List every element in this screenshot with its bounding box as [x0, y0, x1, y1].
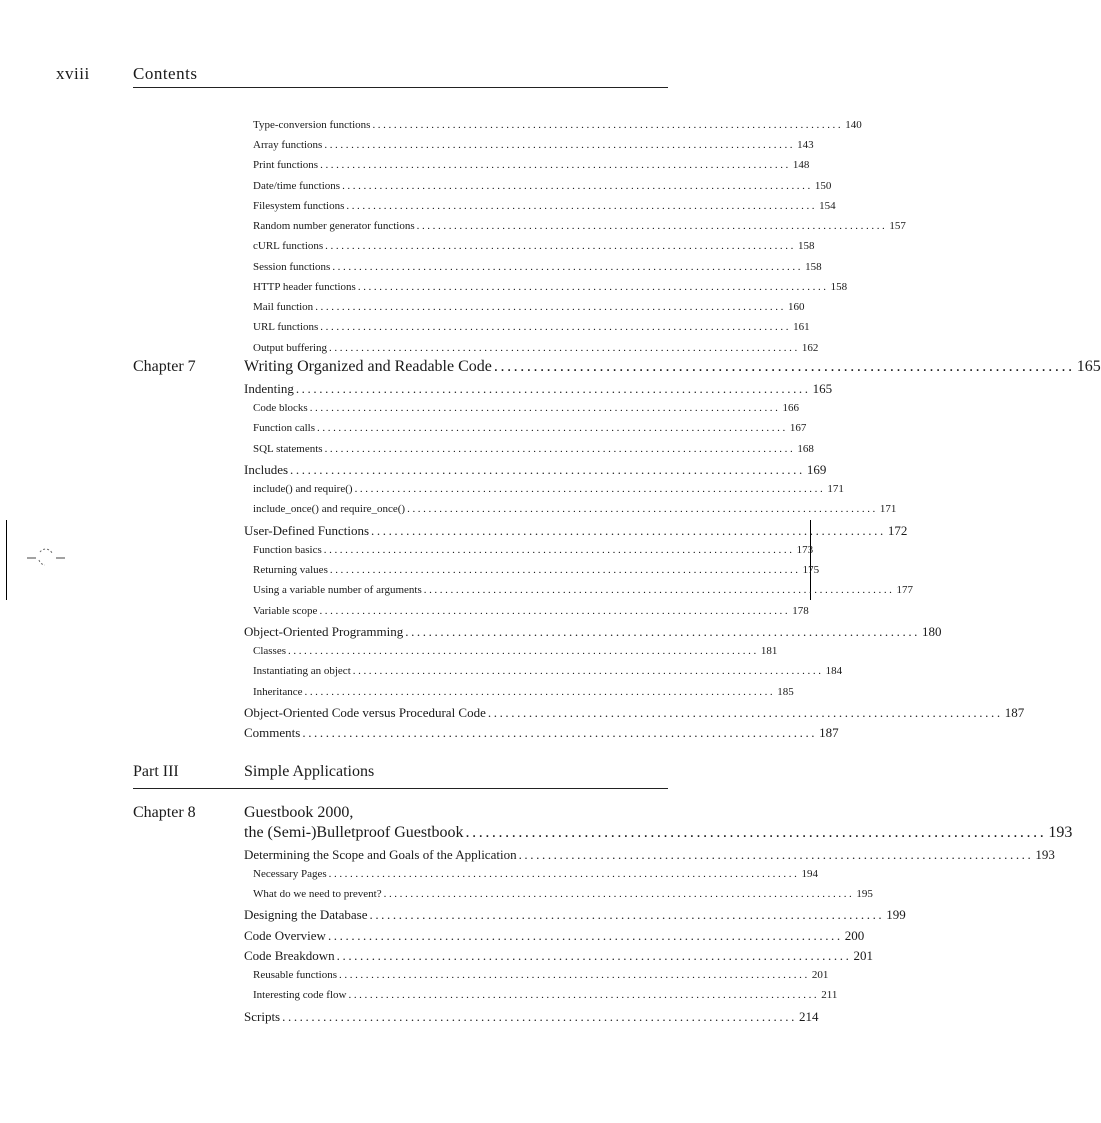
- toc-entry-page: 158: [805, 261, 822, 273]
- toc-entry[interactable]: URL functions ........................................................................................ 161: [253, 321, 810, 333]
- toc-entry-page: 161: [793, 321, 810, 333]
- toc-entry[interactable]: Using a variable number of arguments ........................................................................................ 177: [253, 584, 914, 596]
- toc-entry-title: Print functions: [253, 159, 319, 171]
- toc-entry-page: 193: [1048, 824, 1073, 841]
- toc-entry-page: 178: [792, 605, 809, 617]
- toc-entry-title: Random number generator functions: [253, 220, 415, 232]
- toc-entry-page: 165: [812, 381, 833, 396]
- toc-entry-title: HTTP header functions: [253, 281, 356, 293]
- toc-entry-title: Comments: [244, 725, 301, 740]
- toc-entry-page: 193: [1035, 847, 1055, 862]
- toc-entry-title: Designing the Database: [244, 907, 368, 922]
- toc-entry-title: Function basics: [253, 544, 322, 556]
- toc-entry[interactable]: Variable scope ........................................................................................ 178: [253, 605, 809, 617]
- toc-entry[interactable]: Instantiating an object ........................................................................................ 184: [253, 665, 843, 677]
- toc-entry-page: 165: [1076, 358, 1101, 375]
- toc-entry[interactable]: Code Breakdown ........................................................................................ 201: [244, 948, 873, 963]
- toc-entry[interactable]: SQL statements ........................................................................................ 168: [253, 443, 814, 455]
- toc-entry[interactable]: Array functions ........................................................................................ 143: [253, 139, 814, 151]
- header-rule: [133, 87, 668, 88]
- toc-entry[interactable]: Output buffering ........................................................................................ 162: [253, 342, 819, 354]
- toc-entry-page: 154: [819, 200, 836, 212]
- toc-entry-page: 194: [801, 868, 818, 880]
- toc-entry-title: Interesting code flow: [253, 989, 347, 1001]
- toc-entry-page: 168: [797, 443, 814, 455]
- chapter-8-title-line1: Guestbook 2000,: [244, 804, 354, 821]
- toc-entry-page: 150: [814, 180, 832, 192]
- toc-entry-page: 171: [827, 483, 844, 495]
- toc-entry-page: 157: [889, 220, 906, 232]
- toc-entry-title: URL functions: [253, 321, 319, 333]
- toc-entry[interactable]: Interesting code flow ........................................................................................ 211: [253, 989, 838, 1001]
- toc-entry[interactable]: include_once() and require_once() ........................................................................................ 171: [253, 503, 897, 515]
- toc-entry-title: include() and require(): [253, 483, 353, 495]
- part-3-title: Simple Applications: [244, 763, 375, 780]
- toc-entry-title: Necessary Pages: [253, 868, 327, 880]
- toc-entry-title: Code Overview: [244, 928, 326, 943]
- toc-entry-page: 143: [797, 139, 814, 151]
- toc-entry[interactable]: Indenting ........................................................................................ 165: [244, 381, 833, 396]
- registration-mark-icon: [27, 545, 65, 571]
- toc-entry[interactable]: Scripts ........................................................................................ 214: [244, 1009, 819, 1024]
- toc-entry-title: Scripts: [244, 1009, 281, 1024]
- toc-entry-page: 167: [789, 422, 807, 434]
- toc-entry-title: Code Breakdown: [244, 948, 335, 963]
- toc-entry[interactable]: What do we need to prevent? ........................................................................................ 195: [253, 888, 873, 900]
- toc-entry-page: 187: [819, 725, 839, 740]
- toc-entry[interactable]: Necessary Pages ........................................................................................ 194: [253, 868, 818, 880]
- toc-entry-page: 187: [1004, 705, 1025, 720]
- toc-entry-page: 201: [853, 948, 873, 963]
- toc-entry[interactable]: HTTP header functions ........................................................................................ 158: [253, 281, 848, 293]
- toc-entry[interactable]: Print functions ........................................................................................ 148: [253, 159, 810, 171]
- toc-entry[interactable]: Returning values ........................................................................................ 175: [253, 564, 820, 576]
- toc-entry-title: User-Defined Functions: [244, 523, 370, 538]
- toc-entry-title: Date/time functions: [253, 180, 341, 192]
- toc-entry-title: include_once() and require_once(): [253, 503, 406, 515]
- chapter-8-label: Chapter 8: [133, 804, 196, 821]
- toc-chapter-title[interactable]: the (Semi-)Bulletproof Guestbook ........................................................................................ 193: [244, 824, 1073, 841]
- toc-entry-page: 177: [896, 584, 914, 596]
- toc-entry[interactable]: Inheritance ........................................................................................ 185: [253, 686, 794, 698]
- toc-entry-page: 184: [825, 665, 843, 677]
- toc-entry-page: 175: [802, 564, 820, 576]
- toc-entry-title: Session functions: [253, 261, 331, 273]
- toc-entry-title: Determining the Scope and Goals of the Application: [244, 847, 517, 862]
- toc-entry-page: 140: [845, 119, 862, 131]
- toc-entry[interactable]: Code Overview ........................................................................................ 200: [244, 928, 865, 943]
- toc-entry-title: Output buffering: [253, 342, 328, 354]
- toc-entry[interactable]: Type-conversion functions ........................................................................................ 140: [253, 119, 862, 131]
- toc-entry[interactable]: Classes ........................................................................................ 181: [253, 645, 778, 657]
- toc-entry-page: 200: [844, 928, 865, 943]
- toc-entry-title: Mail function: [253, 301, 314, 313]
- toc-entry[interactable]: Comments ........................................................................................ 187: [244, 725, 839, 740]
- toc-entry-title: the (Semi-)Bulletproof Guestbook: [244, 824, 464, 841]
- toc-entry-page: 199: [886, 907, 906, 922]
- toc-entry-page: 162: [801, 342, 819, 354]
- toc-entry-title: Writing Organized and Readable Code: [244, 358, 492, 375]
- toc-entry-title: Indenting: [244, 381, 294, 396]
- chapter-7-label: Chapter 7: [133, 358, 196, 375]
- toc-entry-page: 180: [922, 624, 942, 639]
- toc-entry[interactable]: User-Defined Functions ........................................................................................ 172: [244, 523, 908, 538]
- toc-entry[interactable]: cURL functions ........................................................................................ 158: [253, 240, 815, 252]
- toc-entry[interactable]: Code blocks ........................................................................................ 166: [253, 402, 800, 414]
- toc-entry-page: 171: [879, 503, 897, 515]
- toc-entry-title: Reusable functions: [253, 969, 338, 981]
- toc-entry[interactable]: include() and require() ........................................................................................ 171: [253, 483, 844, 495]
- toc-entry-title: Using a variable number of arguments: [253, 584, 422, 596]
- toc-entry-page: 166: [782, 402, 800, 414]
- toc-entry-title: Filesystem functions: [253, 200, 345, 212]
- toc-entry-title: Returning values: [253, 564, 328, 576]
- toc-entry[interactable]: Reusable functions ........................................................................................ 201: [253, 969, 829, 981]
- toc-entry-page: 185: [777, 686, 794, 698]
- toc-entry-title: Object-Oriented Code versus Procedural Code: [244, 705, 486, 720]
- toc-entry-title: Variable scope: [253, 605, 318, 617]
- toc-entry[interactable]: Object-Oriented Code versus Procedural Code ........................................................................................ 187: [244, 705, 1025, 720]
- toc-entry-page: 160: [788, 301, 805, 313]
- toc-entry-page: 181: [760, 645, 778, 657]
- toc-entry-page: 148: [792, 159, 810, 171]
- toc-entry-page: 173: [796, 544, 814, 556]
- toc-entry[interactable]: Function basics ........................................................................................ 173: [253, 544, 814, 556]
- toc-entry-page: 158: [830, 281, 848, 293]
- toc-entry[interactable]: Filesystem functions ........................................................................................ 154: [253, 200, 836, 212]
- part-rule: [133, 788, 668, 789]
- toc-entry[interactable]: Session functions ........................................................................................ 158: [253, 261, 822, 273]
- toc-entry-page: 172: [887, 523, 908, 538]
- toc-entry-title: Inheritance: [253, 686, 303, 698]
- toc-entry[interactable]: Designing the Database ........................................................................................ 199: [244, 907, 906, 922]
- toc-entry[interactable]: Date/time functions ........................................................................................ 150: [253, 180, 832, 192]
- toc-entry-title: Function calls: [253, 422, 316, 434]
- page-folio: xviii: [56, 64, 90, 83]
- toc-entry-title: SQL statements: [253, 443, 323, 455]
- toc-entry-page: 211: [821, 989, 838, 1001]
- toc-entry-page: 158: [797, 240, 815, 252]
- toc-entry-title: Type-conversion functions: [253, 119, 371, 131]
- toc-entry-title: Object-Oriented Programming: [244, 624, 404, 639]
- toc-entry[interactable]: Random number generator functions ........................................................................................ 157: [253, 220, 906, 232]
- toc-entry-title: Includes: [244, 462, 289, 477]
- toc-entry-title: Array functions: [253, 139, 323, 151]
- toc-entry-page: 195: [856, 888, 873, 900]
- toc-chapter-title[interactable]: Writing Organized and Readable Code ........................................................................................ 165: [244, 358, 1101, 375]
- page-title: Contents: [133, 64, 198, 83]
- crop-mark-left: [6, 520, 7, 600]
- toc-entry-page: 169: [806, 462, 827, 477]
- toc-entry-title: Classes: [253, 645, 286, 657]
- toc-entry-page: 214: [798, 1009, 819, 1024]
- toc-entry[interactable]: Function calls ........................................................................................ 167: [253, 422, 807, 434]
- toc-entry-title: cURL functions: [253, 240, 324, 252]
- toc-entry[interactable]: Determining the Scope and Goals of the Application ........................................................................................ 193: [244, 847, 1055, 862]
- toc-entry[interactable]: Includes ........................................................................................ 169: [244, 462, 827, 477]
- toc-entry-page: 201: [811, 969, 829, 981]
- toc-entry[interactable]: Mail function ........................................................................................ 160: [253, 301, 805, 313]
- toc-entry-title: Instantiating an object: [253, 665, 351, 677]
- toc-entry-title: What do we need to prevent?: [253, 888, 382, 900]
- toc-entry-title: Code blocks: [253, 402, 308, 414]
- toc-entry[interactable]: Object-Oriented Programming ........................................................................................ 180: [244, 624, 942, 639]
- part-3-label: Part III: [133, 763, 179, 780]
